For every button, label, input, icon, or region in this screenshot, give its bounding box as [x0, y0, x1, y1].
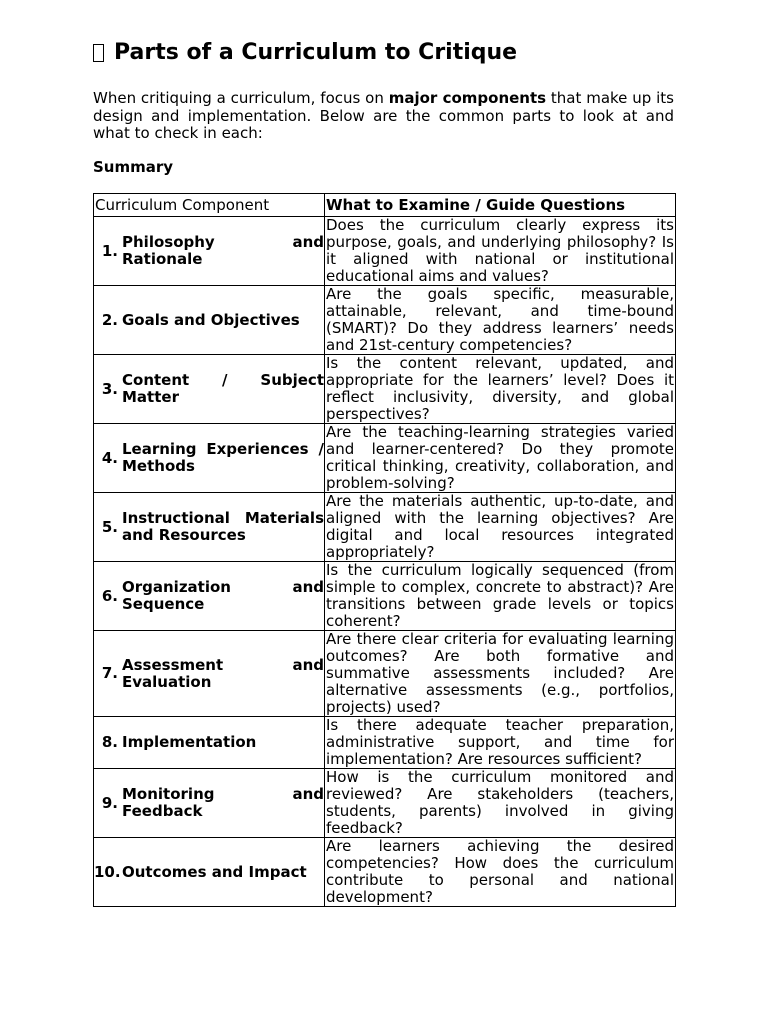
component-wrapper — [94, 234, 324, 268]
guide-questions-cell: Is there adequate teacher preparation, administrative support, and time for implementation? Are resources sufficient? — [326, 716, 674, 768]
table-body — [94, 217, 676, 907]
component-number: 4. — [101, 448, 118, 467]
header-questions: What to Examine / Guide Questions — [325, 194, 676, 217]
intro-bold-text: major components — [388, 89, 547, 107]
component-wrapper — [94, 657, 324, 691]
component-number: 8. — [101, 733, 118, 751]
component-cell — [94, 286, 325, 355]
component-wrapper — [94, 312, 324, 329]
component-wrapper — [94, 786, 324, 820]
summary-heading: Summary — [93, 157, 174, 176]
guide-questions-cell: Are the teaching-learning strategies varied and learner-centered? Do they promote critical thinking, creativity, collaboration, and problem-solving? — [326, 423, 674, 492]
component-number: 9. — [101, 793, 118, 812]
component-cell — [94, 355, 325, 424]
component-number: 3. — [101, 379, 118, 398]
component-cell — [94, 217, 325, 286]
component-cell — [94, 631, 325, 717]
guide-questions-cell: Is the content relevant, updated, and appropriate for the learners’ level? Does it reflect inclusivity, diversity, and global perspectives? — [326, 354, 674, 423]
table-row — [94, 838, 676, 907]
page-title — [93, 38, 674, 68]
component-number: 7. — [101, 664, 118, 682]
guide-questions-cell: Is the curriculum logically sequenced (from simple to complex, concrete to abstract)? Are transitions between grade levels or topics coherent? — [326, 561, 674, 630]
guide-questions-cell: How is the curriculum monitored and reviewed? Are stakeholders (teachers, students, parents) involved in giving feedback? — [326, 768, 674, 837]
table-row — [94, 717, 676, 769]
table-row — [94, 355, 676, 424]
intro-paragraph — [93, 90, 674, 143]
curriculum-table — [93, 193, 676, 907]
page-icon — [93, 44, 104, 62]
guide-questions-cell: Are there clear criteria for evaluating learning outcomes? Are both formative and summative assessments included? Are alternative assessments (e.g., portfolios, projects) used? — [326, 630, 674, 716]
component-number: 5. — [101, 517, 118, 536]
component-label: Content / Subject Matter — [122, 371, 324, 406]
component-label: Instructional Materials and Resources — [122, 509, 324, 544]
component-label: Monitoring and Feedback — [122, 785, 324, 820]
component-label: Outcomes and Impact — [122, 862, 307, 881]
table-row — [94, 493, 676, 562]
component-number: 10. — [94, 862, 121, 881]
guide-questions-cell: Are the goals specific, measurable, attainable, relevant, and time-bound (SMART)? Do they address learners’ needs and 21st-century competencies? — [326, 285, 674, 354]
component-label: Assessment and Evaluation — [122, 655, 324, 691]
component-wrapper — [94, 864, 324, 881]
table-row — [94, 562, 676, 631]
header-component: Curriculum Component — [94, 194, 325, 217]
intro-text-before: When critiquing a curriculum, focus on — [93, 89, 389, 107]
page-title-text: Parts of a Curriculum to Critique — [114, 40, 518, 65]
component-number: 1. — [101, 241, 118, 260]
table-row — [94, 769, 676, 838]
table-row — [94, 631, 676, 717]
guide-questions-cell: Are the materials authentic, up-to-date, and aligned with the learning objectives? Are digital and local resources integrated appropriately? — [326, 492, 674, 561]
component-wrapper — [94, 441, 324, 475]
component-number: 6. — [101, 586, 118, 605]
component-label: Philosophy and Rationale — [122, 233, 324, 268]
component-cell — [94, 493, 325, 562]
component-label: Learning Experiences / Methods — [122, 440, 324, 475]
table-row — [94, 424, 676, 493]
guide-questions-cell: Does the curriculum clearly express its purpose, goals, and underlying philosophy? Is it aligned with national or institutional educational aims and values? — [326, 216, 674, 285]
guide-questions-cell: Are learners achieving the desired competencies? How does the curriculum contribute to personal and national development? — [326, 837, 674, 906]
component-wrapper — [94, 579, 324, 613]
component-cell — [94, 769, 325, 838]
component-label: Goals and Objectives — [122, 310, 300, 329]
table-header-row — [94, 194, 676, 217]
table-row — [94, 217, 676, 286]
component-cell — [94, 838, 325, 907]
component-number: 2. — [101, 310, 118, 329]
component-cell — [94, 424, 325, 493]
component-wrapper — [94, 510, 324, 544]
component-label: Implementation — [122, 733, 257, 751]
component-wrapper — [94, 734, 324, 751]
component-label: Organization and Sequence — [122, 578, 324, 613]
component-cell — [94, 562, 325, 631]
component-wrapper — [94, 372, 324, 406]
table-row — [94, 286, 676, 355]
intro-text-after: that make up its design and implementation. Below are the common parts to look at and what to check in each: — [93, 89, 674, 142]
component-cell — [94, 717, 325, 769]
